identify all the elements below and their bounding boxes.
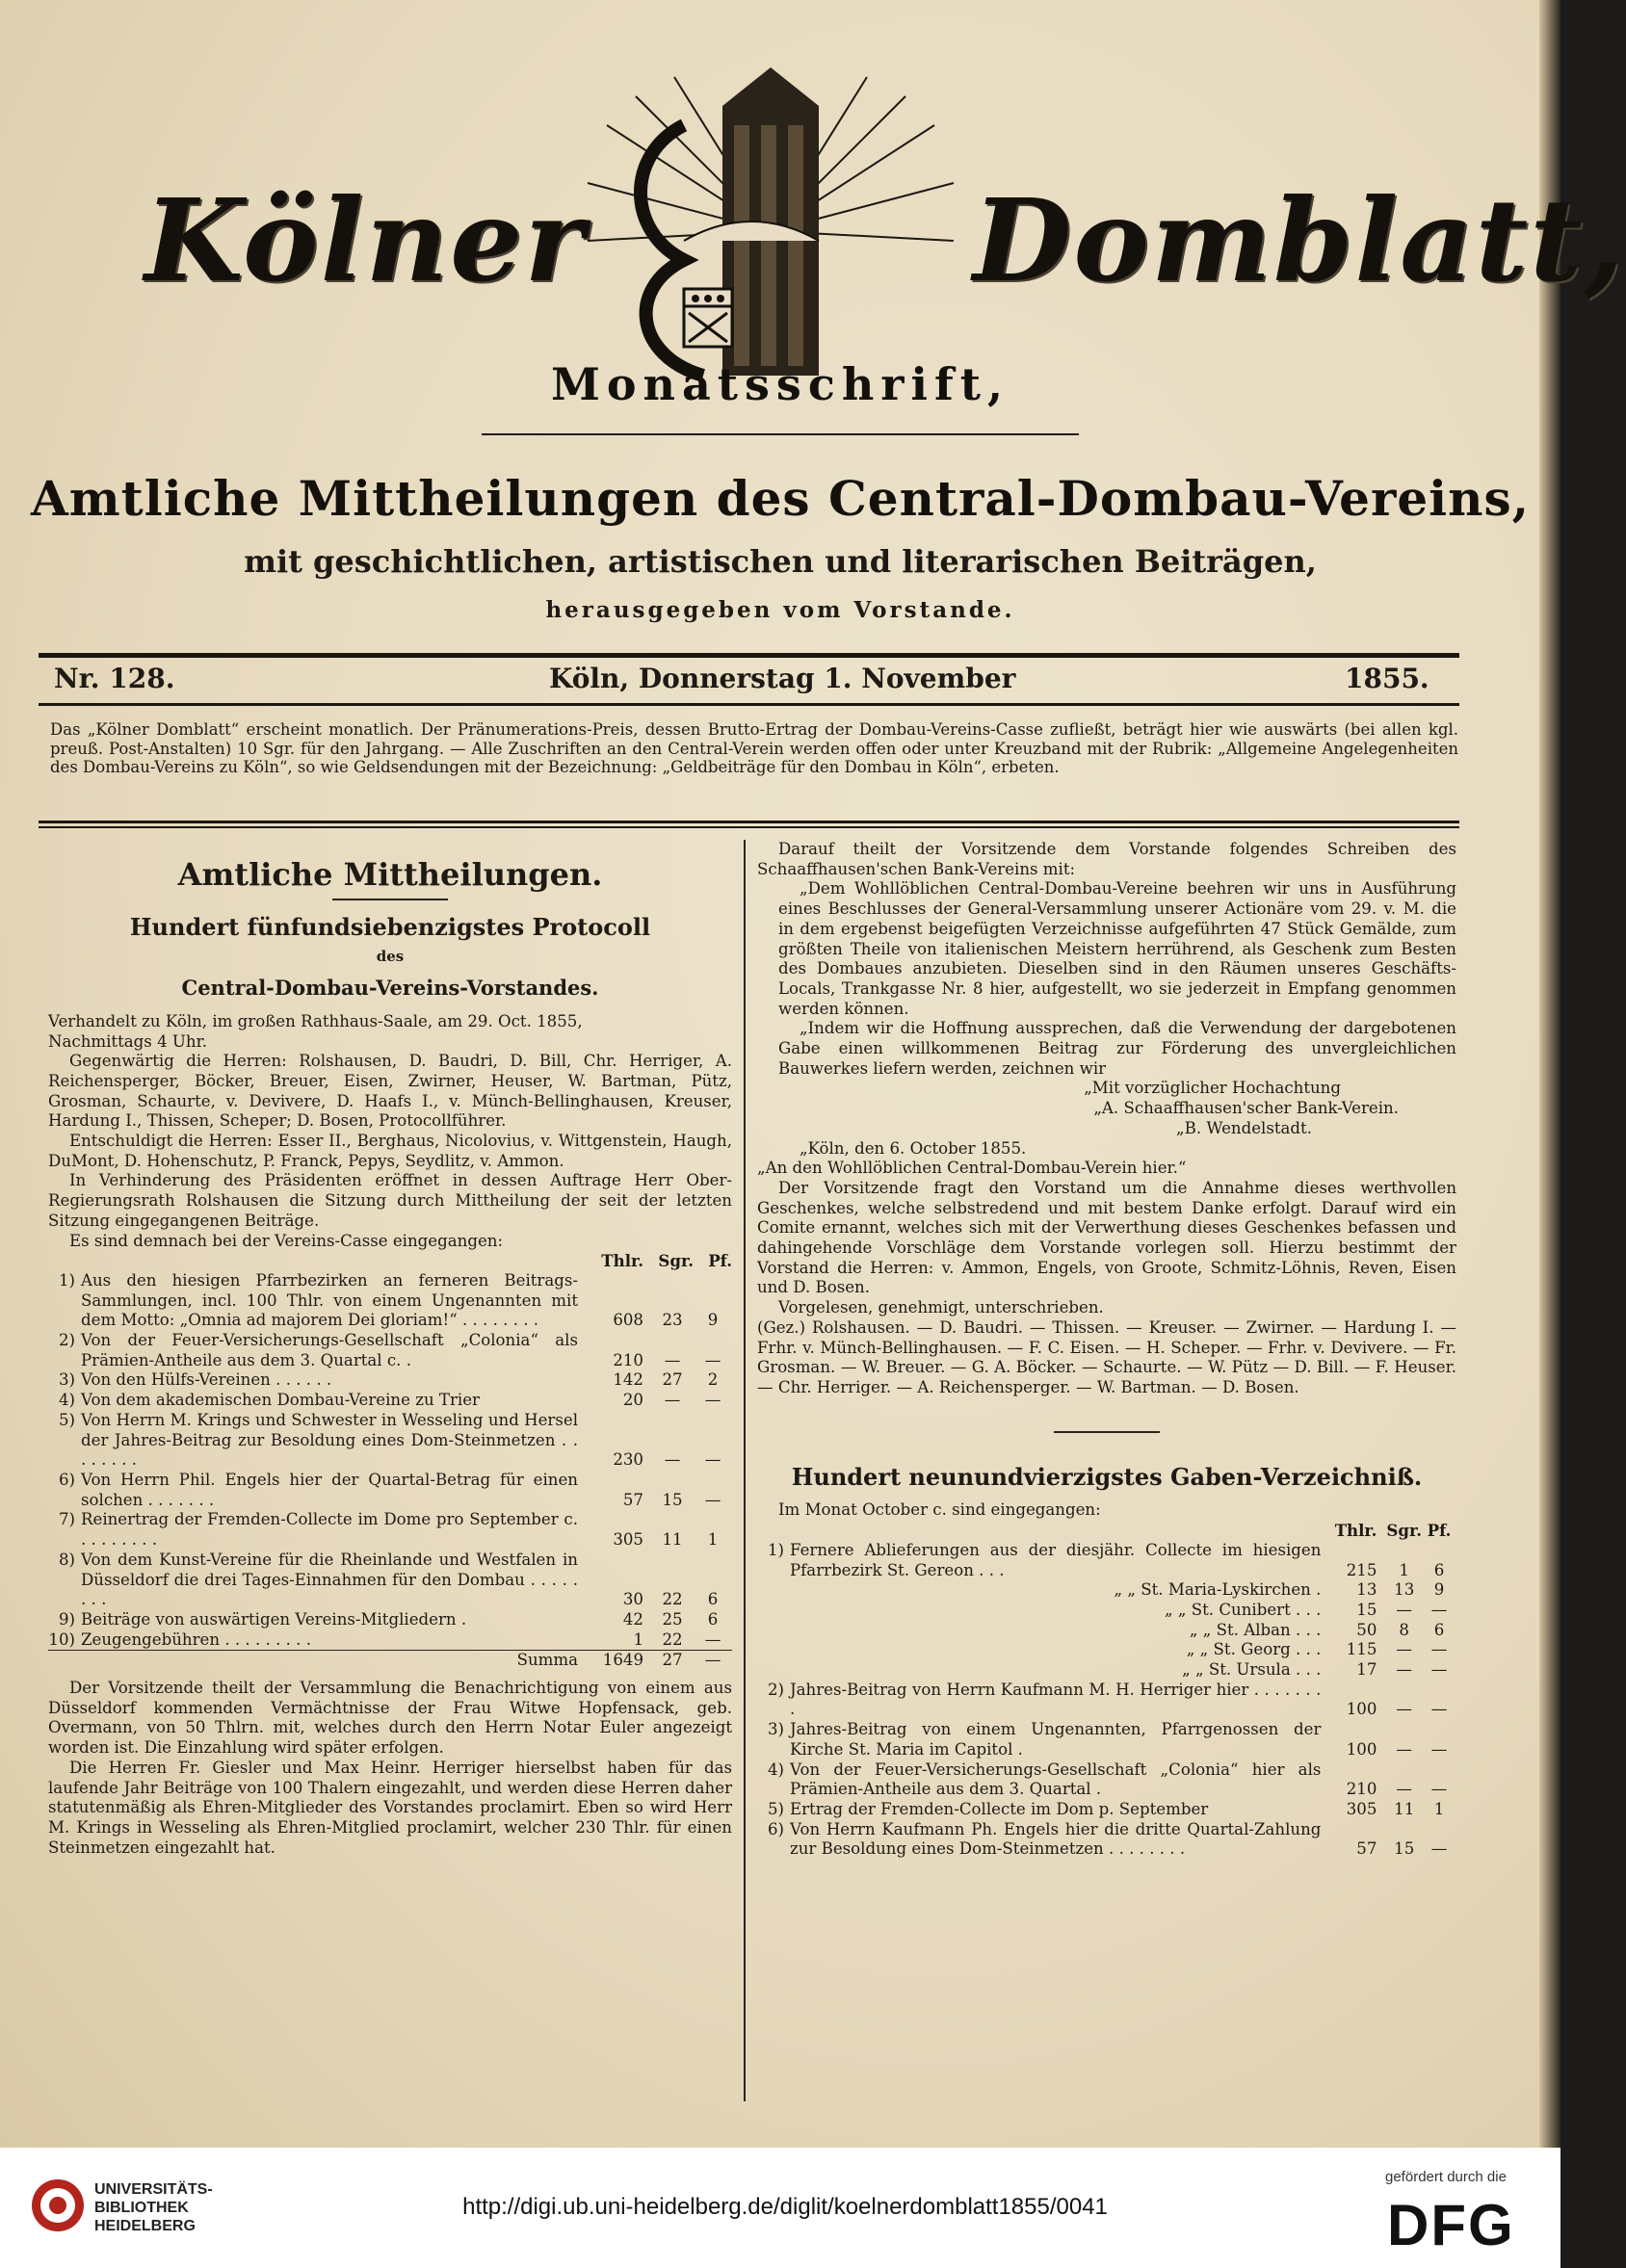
table-row: 1) Fernere Ablieferungen aus der diesjähr. Collecte im hiesigen Pfarrbezirk St. Gereon . . . 215 1 6 [767, 1540, 1445, 1579]
table-row: 2) Jahres-Beitrag von Herrn Kaufmann M. H. Herriger hier . . . . . . . . 100 — — [767, 1680, 1448, 1719]
letter-date: „Köln, den 6. October 1855. [800, 1138, 1027, 1158]
table-row: 7) Reinertrag der Fremden-Collecte im Dome pro September c. . . . . . . . . 305 11 1 [58, 1510, 719, 1550]
letter-address: „An den Wohllöblichen Central-Dombau-Verein hier.“ [757, 1159, 1187, 1178]
receipts-ledger [48, 1251, 732, 1671]
monatsschrift-heading: Monatsschrift, [550, 358, 1010, 410]
masthead [135, 67, 1626, 376]
table-row: „ „ St. Cunibert . . . 15 — — [1165, 1600, 1448, 1619]
masthead-rule [482, 433, 1079, 435]
gifts-ledger [757, 1521, 1456, 1860]
table-row: „ „ St. Maria-Lyskirchen . 13 13 9 [1114, 1580, 1445, 1600]
section-title: Amtliche Mittheilungen. [177, 856, 603, 893]
protocol-vorstand: Central-Dombau-Vereins-Vorstandes. [181, 976, 599, 1001]
table-row: 5) Ertrag der Fremden-Collecte im Dom p. September 305 11 1 [767, 1799, 1445, 1818]
nachmittags-line: Nachmittags 4 Uhr. [48, 1031, 207, 1051]
ledger-header: Thlr. Sgr. Pf. [601, 1251, 732, 1271]
left-column [48, 847, 732, 1858]
table-row: 1) Aus den hiesigen Pfarrbezirken an ferneren Beitrags-Sammlungen, incl. 100 Thlr. von einem Ungenannten mit dem Motto: „Omnia ad majorem Dei gloriam!“ . . . . . . . . 608 23 9 [58, 1270, 719, 1330]
gifts-list-title: Hundert neunundvierzigstes Gaben-Verzeichniß. [791, 1462, 1423, 1491]
table-row: 2) Von der Feuer-Versicherungs-Gesellschaft „Colonia“ als Prämien-Antheile aus dem 3. Quartal c. . 210 — — [58, 1331, 721, 1369]
section-separator [1054, 1431, 1160, 1433]
protocol-des: des [376, 948, 405, 966]
gifts-header: Thlr. Sgr. Pf. [1334, 1521, 1452, 1541]
vorgelesen-line: Vorgelesen, genehmigt, unterschrieben. [778, 1298, 1104, 1317]
opening-paragraph: In Verhinderung des Präsidenten eröffnet in dessen Auftrage Herr Ober-Regierungsrath Rolshausen die Sitzung durch Mittheilung der seit der letzten Sitzung eingegangenen Beiträge. [48, 1171, 732, 1230]
letter-closing: „Mit vorzüglicher Hochachtung [1084, 1079, 1341, 1098]
signatories: (Gez.) Rolshausen. — D. Baudri. — Thissen. — Kreuser. — Zwirner. — Hardung I. — Frhr. v. Münch-Bellinghausen. — F. C. Eisen. — H. Scheper. — Frhr. v. Devivere. — Fr. Grosman. — W. Breuer. — G. A. Böcker. — Schaurte. — W. Pütz — D. Bill. — F. Heuser. — Chr. Herriger. — A. Reichensperger. — W. Bartman. — D. Bosen. [757, 1317, 1456, 1396]
library-name: UNIVERSITÄTS- BIBLIOTHEK HEIDELBERG [94, 2181, 213, 2234]
funded-by-label: gefördert durch die [1385, 2169, 1507, 2185]
bequest-paragraph: Der Vorsitzende theilt der Versammlung die Benachrichtigung von einem aus Düsseldorf kommenden Vermächtnisse der Frau Witwe Hopfensack, geb. Overmann, von 50 Thlrn. mit, welches durch den Herrn Notar Euler angezeigt worden ist. Die Einzahlung wird später erfolgen. [48, 1679, 732, 1758]
table-row: 10) Zeugengebühren . . . . . . . . . 1 22 — [48, 1629, 721, 1649]
protocol-title: Hundert fünfundsiebenzigstes Protocoll [129, 912, 651, 941]
table-row: 9) Beiträge von auswärtigen Vereins-Mitgliedern . 42 25 6 [58, 1609, 719, 1629]
notice-rule-2 [39, 826, 1459, 828]
table-row: „ „ St. Ursula . . . 17 — — [1182, 1660, 1448, 1680]
cathedral-emblem [568, 67, 973, 385]
excused-members: Entschuldigt die Herren: Esser II., Berghaus, Nicolovius, v. Wittgenstein, Haugh, DuMont, D. Hohenschutz, P. Franck, Pepys, Seydlitz, v. Ammon. [48, 1132, 732, 1170]
letter-signature-bank: „A. Schaaffhausen'scher Bank-Verein. [1093, 1099, 1399, 1118]
table-row: 6) Von Herrn Kaufmann Ph. Engels hier die dritte Quartal-Zahlung zur Besoldung eines Dom-Steinmetzen . . . . . . . . 57 15 — [767, 1819, 1448, 1859]
honorary-members-paragraph: Die Herren Fr. Giesler und Max Heinr. Herriger hierselbst haben für das laufende Jahr Beiträge von 100 Thalern eingezahlt, und werden diese Herren daher statutenmäßig als Ehren-Mitglieder des Vorstandes proclamirt. Eben so wird Herr M. Krings in Wesseling als Ehren-Mitglied proclamirt, welcher 230 Thlr. für einen Steinmetzen eingezahlt hat. [48, 1758, 732, 1857]
donation-paragraph: Der Vorsitzende fragt den Vorstand um die Annahme dieses werthvollen Geschenkes, welche selbstredend und mit bestem Danke erfolgt. Darauf wird ein Comite ernannt, welches sich mit der Verwerthung dieses Geschenkes befassen und dahingehende Vorschläge dem Vorstande vorlegen soll. Hierzu bestimmt der Vorstand die Herren: v. Ammon, Engels, von Groote, Schmitz-Löhnis, Reven, Eisen und D. Bosen. [757, 1178, 1456, 1297]
publication-subtitle: mit geschichtlichen, artistischen und literarischen Beiträgen, [244, 543, 1317, 580]
letter-intro: Darauf theilt der Vorsitzende dem Vorstande folgendes Schreiben des Schaaffhausen'schen Bank-Vereins mit: [757, 840, 1456, 878]
publication-title: Amtliche Mittheilungen des Central-Dombau-Vereins, [30, 470, 1531, 527]
table-row: „ „ St. Georg . . . 115 — — [1186, 1640, 1448, 1659]
letter-signature-name: „B. Wendelstadt. [1176, 1118, 1312, 1137]
table-row: 8) Von dem Kunst-Vereine für die Rheinlande und Westfalen in Düsseldorf die drei Tages-Einnahmen für den Dombau . . . . . . . . 30 22 6 [58, 1550, 719, 1609]
masthead-word-koelner: Kölner [144, 173, 587, 307]
table-row: 4) Von dem akademischen Dombau-Vereine zu Trier 20 — — [58, 1391, 721, 1410]
issue-year: 1855. [1345, 663, 1429, 694]
notice-rule-1 [39, 821, 1459, 823]
section-rule [332, 899, 448, 900]
university-seal-icon [29, 2177, 87, 2234]
column-rule [744, 840, 746, 2101]
issue-number: Nr. 128. [54, 663, 175, 694]
page-edge [1539, 0, 1560, 2148]
table-row: 3) Von den Hülfs-Vereinen . . . . . . 142 27 2 [58, 1370, 719, 1390]
right-column [757, 840, 1456, 1860]
issue-line [48, 663, 1455, 701]
table-row: 6) Von Herrn Phil. Engels hier der Quartal-Betrag für einen solchen . . . . . . . 57 15 — [58, 1470, 721, 1509]
table-row: 3) Jahres-Beitrag von einem Ungenannten, Pfarrgenossen der Kirche St. Maria im Capitol . 100 — — [767, 1720, 1448, 1759]
digitization-footer [0, 2148, 1560, 2268]
masthead-word-domblatt: Domblatt, [973, 173, 1626, 307]
subscription-notice: Das „Kölner Domblatt“ erscheint monatlich. Der Pränumerations-Preis, dessen Brutto-Ertrag der Dombau-Vereins-Casse zufließt, beträgt hier wie auswärts (bei allen kgl. preuß. Post-Anstalten) 10 Sgr. für den Jahrgang. — Alle Zuschriften an den Central-Verein werden offen oder unter Kreuzband mit der Rubrik: „Allgemeine Angelegenheiten des Dombau-Vereins zu Köln“, so wie Geldsendungen mit der Bezeichnung: „Geldbeiträge für den Dombau in Köln“, erbeten. [50, 720, 1458, 776]
issue-place-date: Köln, Donnerstag 1. November [549, 663, 1016, 694]
dfg-logo: DFG [1387, 2193, 1515, 2257]
letter-paragraph-2: „Indem wir die Hoffnung aussprechen, daß die Verwendung der dargebotenen Gabe einen willkommenen Beitrag zur Förderung des unvergleichlichen Bauwerkes liefern werden, zeichnen wir [778, 1019, 1456, 1078]
gifts-intro: Im Monat October c. sind eingegangen: [778, 1500, 1101, 1520]
table-row: 5) Von Herrn M. Krings und Schwester in Wesseling und Hersel der Jahres-Beitrag zur Besoldung eines Dom-Steinmetzen . . . . . . . . 230 — — [58, 1410, 721, 1470]
letter-paragraph-1: „Dem Wohllöblichen Central-Dombau-Vereine beehren wir uns in Ausführung eines Beschlusses der General-Versammlung unserer Actionäre vom 29. v. M. die in dem ergebenst beigefügten Verzeichnisse aufgeführten 47 Stück Gemälde, zum größten Theile von italienischen Meistern herrührend, als Geschenk zum Besten des Dombaues anzubieten. Dieselben sind in den Räumen unseres Geschäfts-Locals, Trankgasse Nr. 8 hier, aufgestellt, wo sie jederzeit in Empfang genommen werden können. [778, 879, 1456, 1018]
table-row: 4) Von der Feuer-Versicherungs-Gesellschaft „Colonia“ hier als Prämien-Antheile aus dem 3. Quartal . 210 — — [767, 1760, 1448, 1799]
issue-top-rule [39, 653, 1459, 658]
ledger-total-row: Summa 1649 27 — [48, 1651, 732, 1671]
publisher-line: herausgegeben vom Vorstande. [545, 597, 1015, 623]
verhandelt-line: Verhandelt zu Köln, im großen Rathhaus-Saale, am 29. Oct. 1855, [48, 1011, 583, 1030]
ledger-intro: Es sind demnach bei der Vereins-Casse eingegangen: [69, 1231, 504, 1250]
table-row: „ „ St. Alban . . . 50 8 6 [1189, 1620, 1445, 1639]
present-members: Gegenwärtig die Herren: Rolshausen, D. Baudri, D. Bill, Chr. Herriger, A. Reichensperger, Böcker, Breuer, Eisen, Zwirner, Heuser, W. Bartman, Pütz, Grosman, Schaurte, v. Devivere, D. Haafs I., v. Münch-Bellinghausen, Kreuser, Hardung I., Thissen, Scheper; D. Bosen, Protocollführer. [48, 1052, 732, 1131]
issue-bottom-rule [39, 703, 1459, 706]
permalink-url[interactable]: http://digi.ub.uni-heidelberg.de/diglit/koelnerdomblatt1855/0041 [462, 2194, 1108, 2220]
